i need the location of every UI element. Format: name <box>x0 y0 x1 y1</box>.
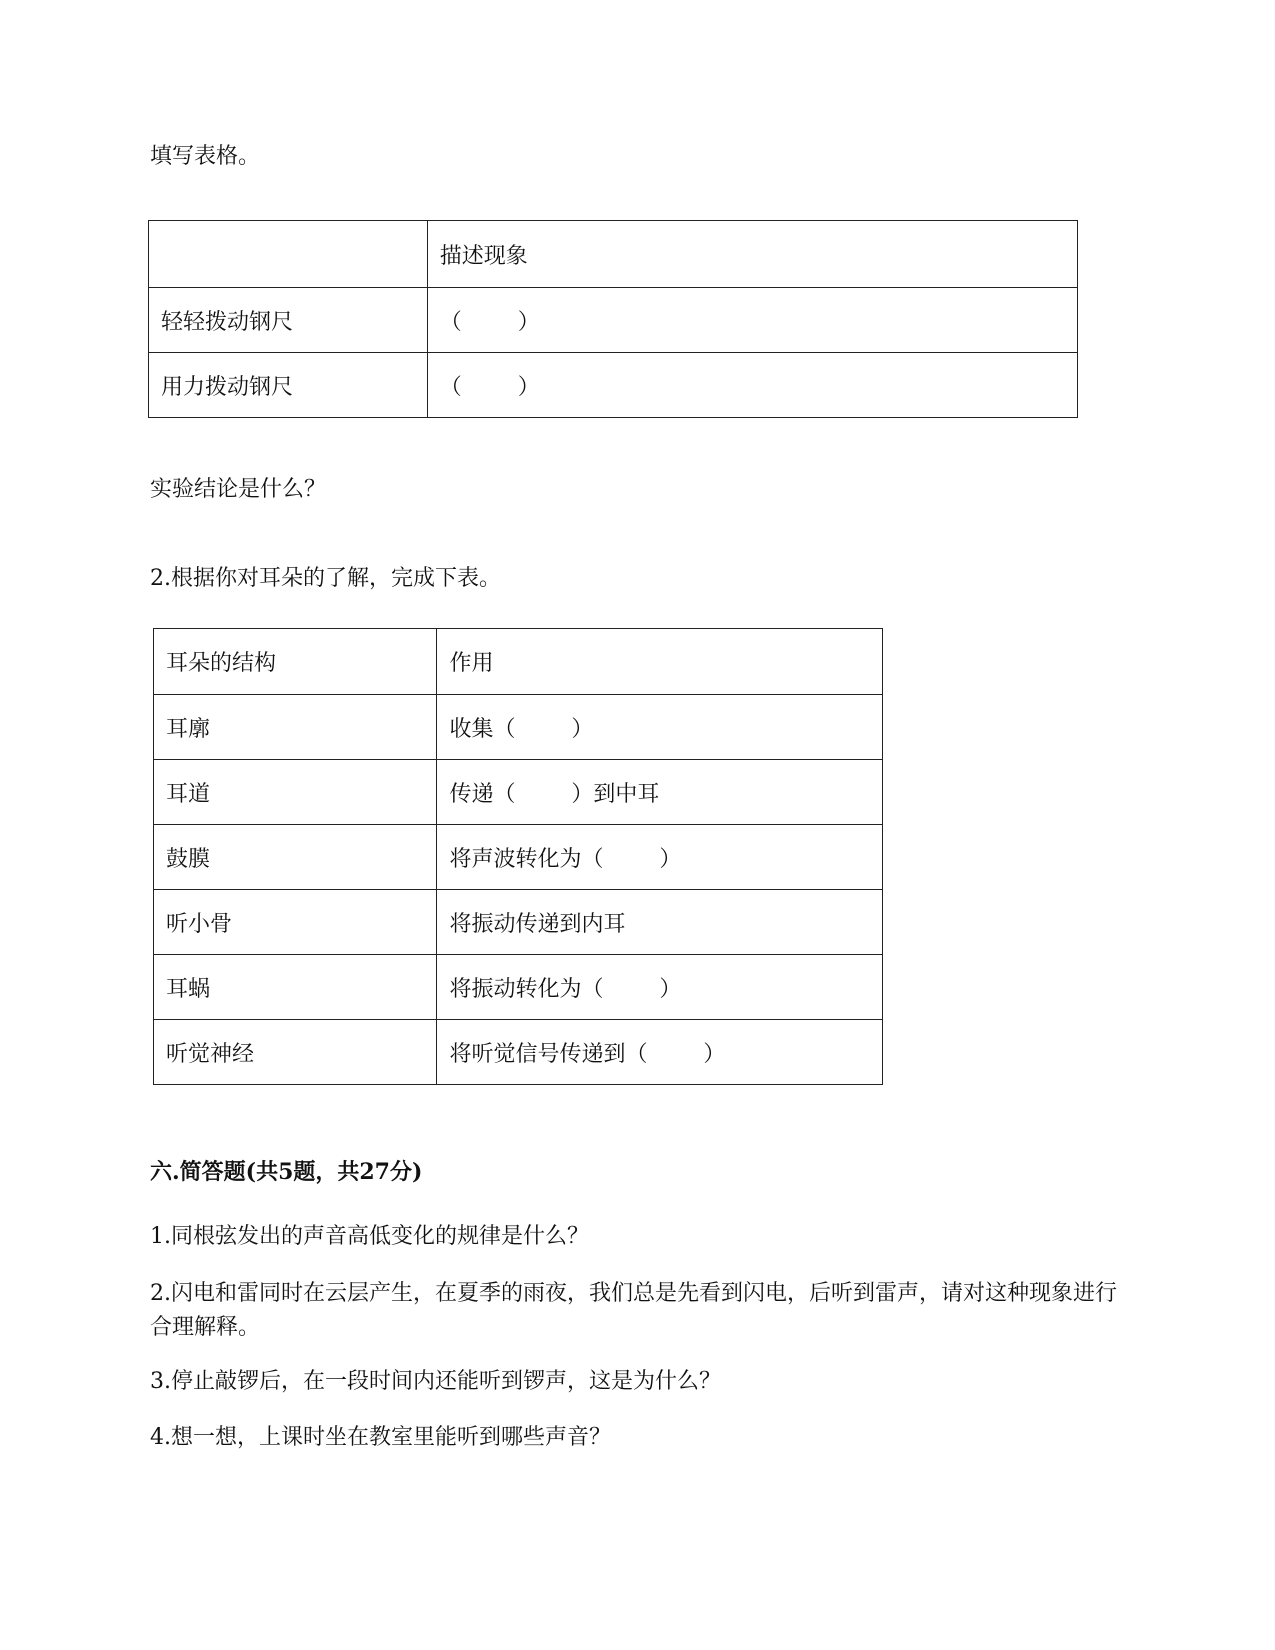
table-row <box>154 955 883 1020</box>
table-cell: 听觉神经 <box>154 1020 437 1085</box>
table-cell: 轻轻拨动钢尺 <box>149 288 428 353</box>
answer-blank[interactable]: （ ） <box>439 374 540 400</box>
instruction-text: 填写表格。 <box>150 144 261 169</box>
section-title: 六.简答题(共5题，共27分) <box>150 1159 423 1185</box>
answer-blank-cell[interactable] <box>427 288 1077 353</box>
short-answer-question-2: 2.闪电和雷同时在云层产生，在夏季的雨夜，我们总是先看到闪电，后听到雷声，请对这种现象进行合理解释。 <box>150 1281 1117 1340</box>
table-cell: 听小骨 <box>154 890 437 955</box>
table-cell: 用力拨动钢尺 <box>149 353 428 418</box>
answer-blank-cell[interactable] <box>437 760 883 825</box>
table-row <box>154 825 883 890</box>
answer-blank-cell[interactable] <box>437 955 883 1020</box>
answer-blank[interactable]: 收集（ ） <box>449 716 594 742</box>
conclusion-question: 实验结论是什么？ <box>150 477 327 502</box>
table-header-cell: 作用 <box>437 629 883 695</box>
table-header-cell: 耳朵的结构 <box>154 629 437 695</box>
ruler-experiment-table <box>148 220 1078 418</box>
ear-structure-table <box>153 628 883 1085</box>
answer-blank[interactable]: 传递（ ）到中耳 <box>449 781 660 807</box>
table-cell: 耳廓 <box>154 695 437 760</box>
question-2-text: 2.根据你对耳朵的了解，完成下表。 <box>150 566 501 591</box>
table-row <box>154 695 883 760</box>
answer-blank-cell[interactable] <box>437 695 883 760</box>
short-answer-question-3: 3.停止敲锣后，在一段时间内还能听到锣声，这是为什么？ <box>150 1369 721 1394</box>
table-header-cell <box>149 221 428 288</box>
answer-blank-cell[interactable] <box>437 825 883 890</box>
table-cell: 耳道 <box>154 760 437 825</box>
answer-blank[interactable]: 将振动转化为（ ） <box>449 976 682 1002</box>
table-header-row <box>154 629 883 695</box>
table-row <box>154 1020 883 1085</box>
answer-blank[interactable]: 将听觉信号传递到（ ） <box>449 1041 726 1067</box>
short-answer-question-4: 4.想一想，上课时坐在教室里能听到哪些声音？ <box>150 1425 611 1450</box>
table-row <box>154 760 883 825</box>
answer-blank[interactable]: 将声波转化为（ ） <box>449 846 682 872</box>
answer-blank-cell[interactable] <box>427 353 1077 418</box>
table-row <box>154 890 883 955</box>
answer-blank-cell[interactable] <box>437 1020 883 1085</box>
answer-blank[interactable]: （ ） <box>439 309 540 335</box>
table-header-cell: 描述现象 <box>427 221 1077 288</box>
table-cell: 鼓膜 <box>154 825 437 890</box>
table-row <box>149 288 1078 353</box>
table-header-row <box>149 221 1078 288</box>
table-cell: 耳蜗 <box>154 955 437 1020</box>
table-cell: 将振动传递到内耳 <box>437 890 883 955</box>
table-row <box>149 353 1078 418</box>
short-answer-question-1: 1.同根弦发出的声音高低变化的规律是什么？ <box>150 1224 589 1249</box>
